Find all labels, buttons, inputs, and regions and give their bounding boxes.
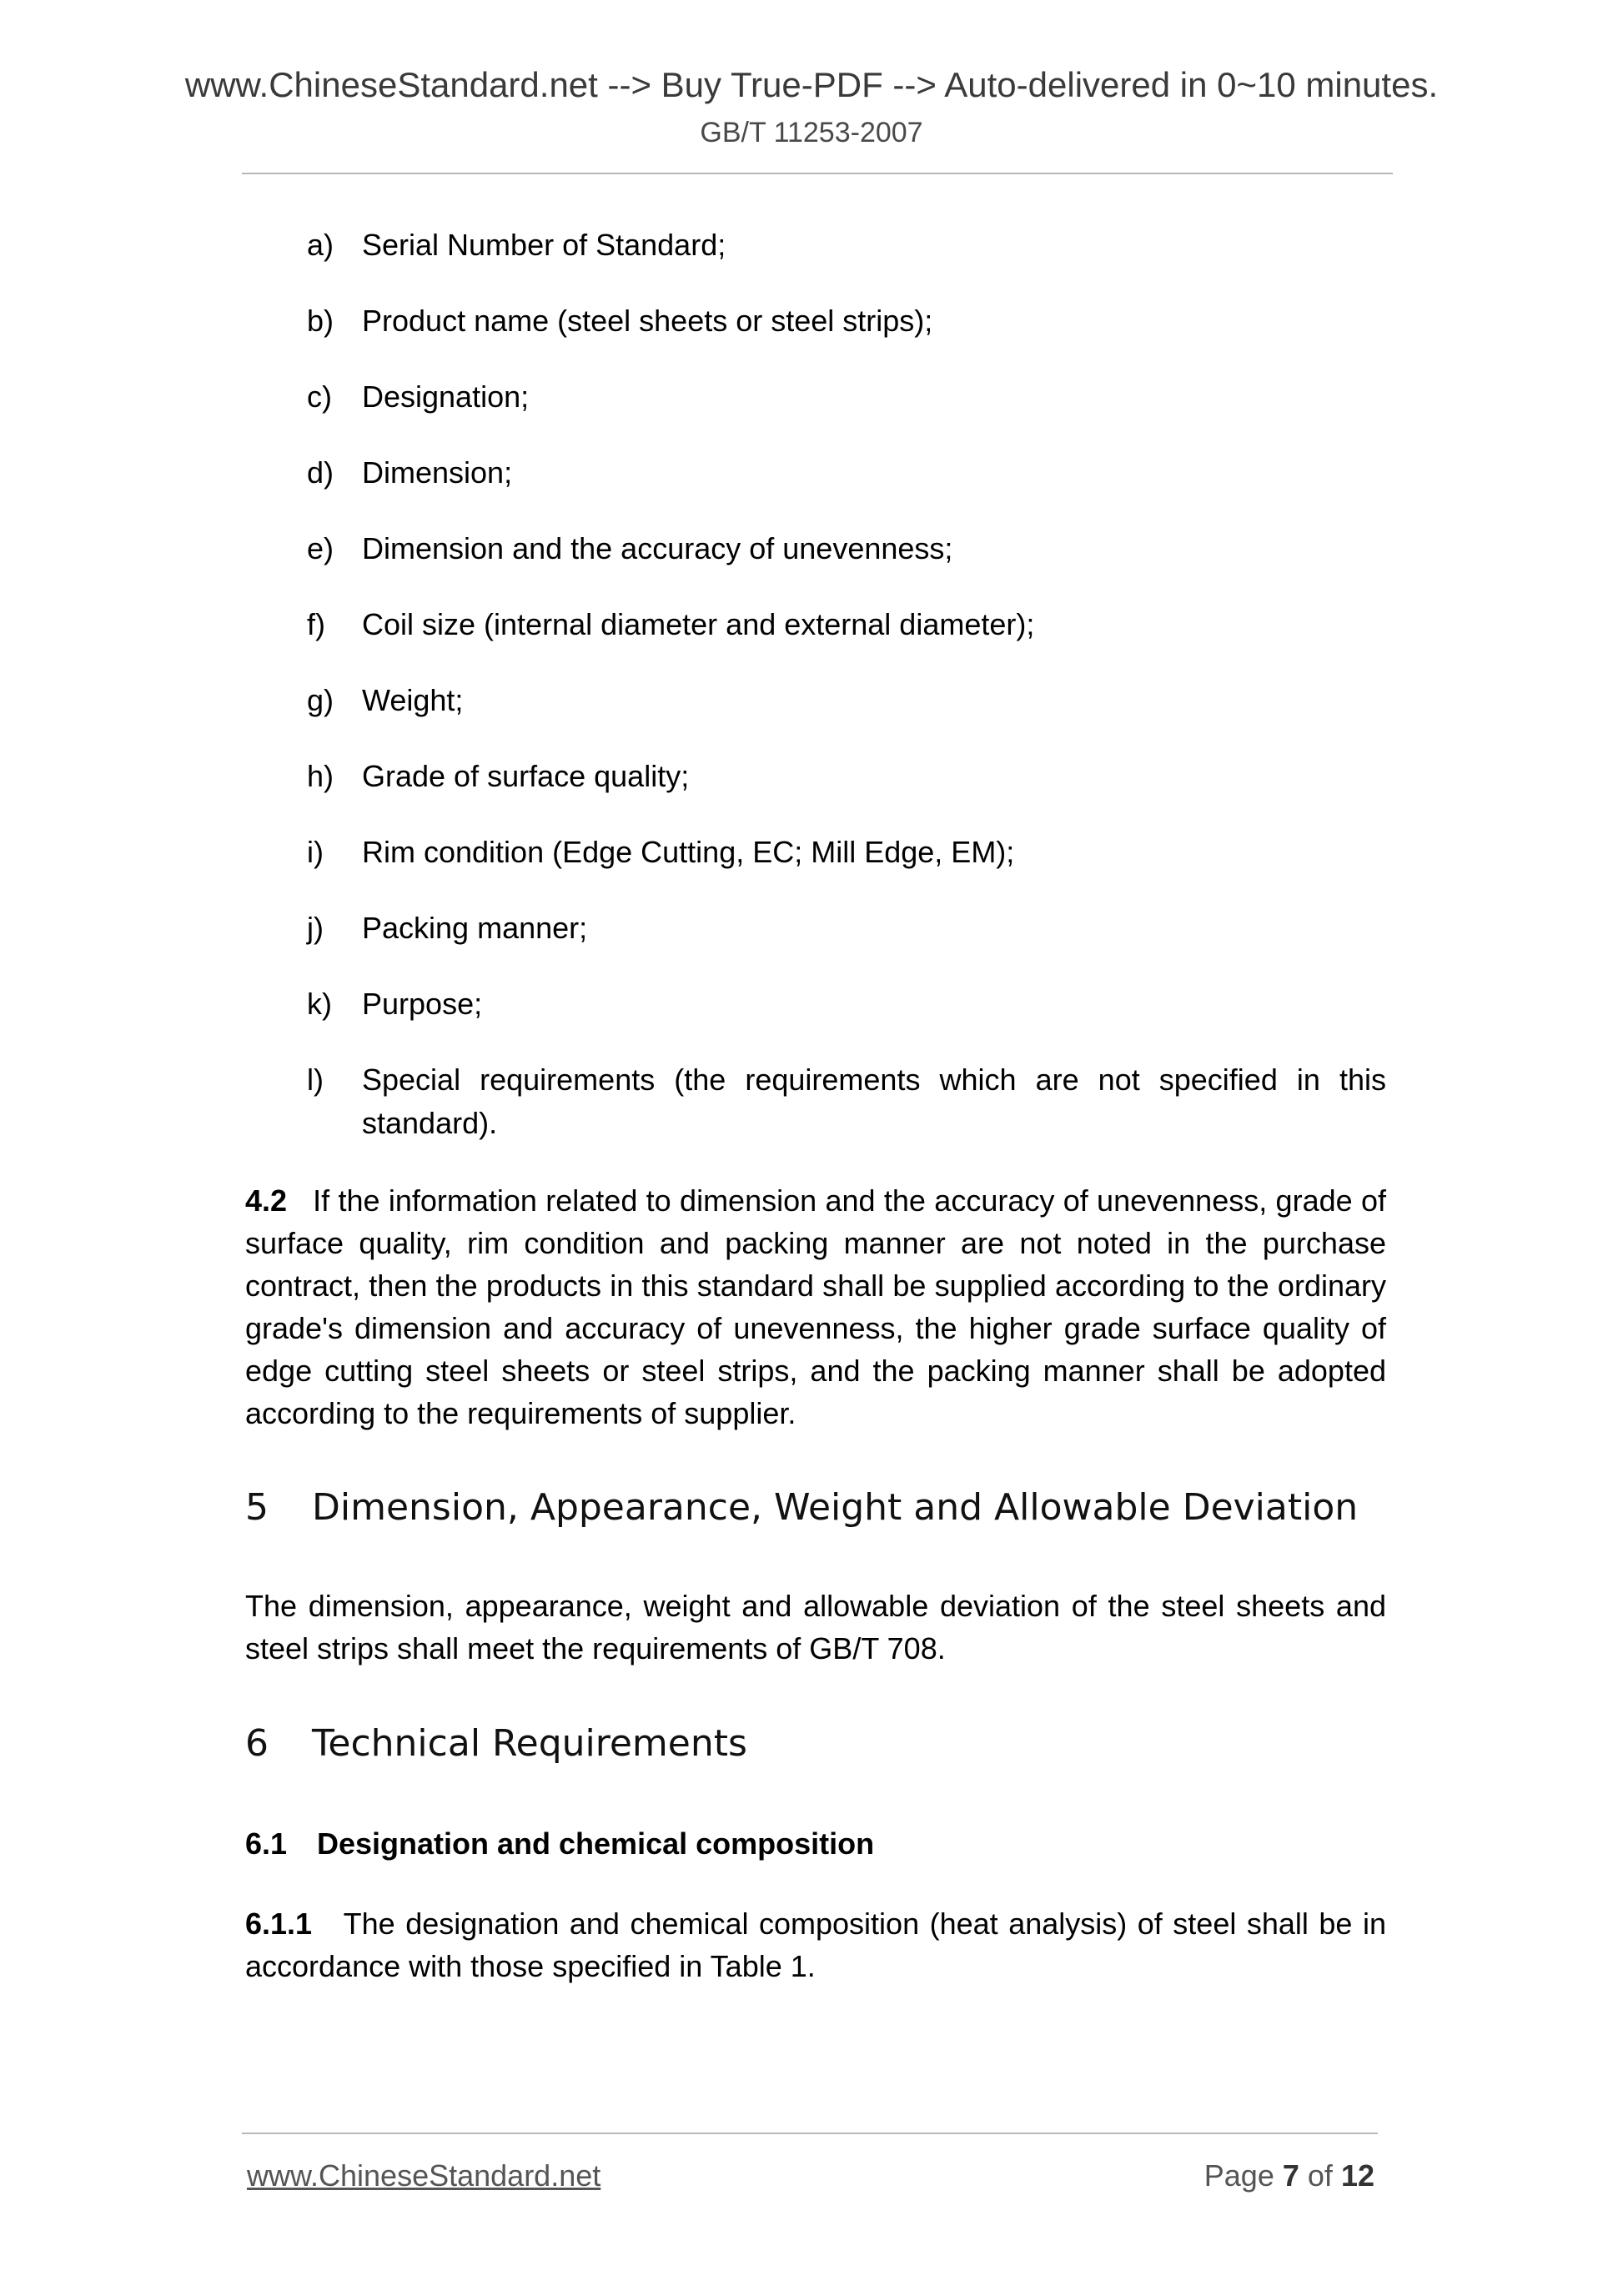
list-marker: j) [307, 911, 324, 945]
clause-4-2 [245, 1179, 1386, 1434]
list-item-text: Dimension; [362, 455, 513, 490]
subsection-number: 6.1 [245, 1826, 288, 1861]
list-marker: e) [307, 531, 334, 565]
list-item-text: Packing manner; [362, 911, 588, 945]
list-marker: f) [307, 607, 325, 641]
page-number [1204, 2158, 1374, 2193]
list-item-text: Dimension and the accuracy of unevenness; [362, 531, 953, 565]
footer-site-link[interactable]: www.ChineseStandard.net [247, 2158, 601, 2193]
footer-divider [242, 2133, 1378, 2134]
list-item-text: Grade of surface quality; [362, 759, 690, 793]
subsection-title: Designation and chemical composition [317, 1826, 875, 1861]
clause-6-1-1 [245, 1902, 1386, 1987]
clause-number: 6.1.1 [245, 1907, 313, 1941]
section-title: Dimension, Appearance, Weight and Allowable Deviation [312, 1486, 1359, 1529]
list-marker: l) [307, 1063, 324, 1097]
list-marker: a) [307, 228, 334, 262]
page-of: of [1307, 2158, 1333, 2193]
section-number: 6 [245, 1722, 269, 1765]
section-number: 5 [245, 1486, 269, 1529]
list-item-text: Rim condition (Edge Cutting, EC; Mill Edge, EM); [362, 835, 1015, 869]
header-title[interactable]: www.ChineseStandard.net --> Buy True-PDF --> Auto-delivered in 0~10 minutes. [184, 65, 1439, 104]
list-marker: k) [307, 987, 332, 1021]
clause-text: The designation and chemical composition (heat analysis) of steel shall be in accordance with those specified in Table 1. [245, 1907, 1386, 1983]
page-current: 7 [1282, 2158, 1299, 2193]
list-item-text: Special requirements (the requirements which are not specified in this standard). [362, 1063, 1386, 1140]
page-prefix: Page [1203, 2158, 1274, 2193]
list-item-text: Coil size (internal diameter and external diameter); [362, 607, 1035, 641]
page-total: 12 [1340, 2158, 1374, 2193]
clause-text: If the information related to dimension and the accuracy of unevenness, grade of surface quality, rim condition and packing manner are not noted in the purchase contract, then the products in this standard shall be supplied according to the ordinary grade's dimension and accuracy of unevenness, the higher grade surface quality of edge cutting steel sheets or steel strips, and the packing manner shall be adopted according to the requirements of supplier. [245, 1183, 1386, 1430]
list-item-text: Weight; [362, 683, 464, 717]
clause-number: 4.2 [245, 1183, 288, 1218]
list-item-text: Designation; [362, 379, 530, 414]
list-item-text: Product name (steel sheets or steel strips); [362, 304, 933, 338]
list-marker: i) [307, 835, 324, 869]
list-item-text: Purpose; [362, 987, 483, 1021]
header-divider [242, 173, 1393, 174]
list-marker: g) [307, 683, 334, 717]
list-item-text: Serial Number of Standard; [362, 228, 726, 262]
section-5-text: The dimension, appearance, weight and allowable deviation of the steel sheets and steel strips shall meet the requirements of GB/T 708. [245, 1589, 1386, 1665]
standard-code: GB/T 11253-2007 [700, 117, 923, 148]
section-title: Technical Requirements [312, 1722, 747, 1765]
list-marker: h) [307, 759, 334, 793]
list-marker: c) [307, 379, 332, 414]
list-marker: b) [307, 304, 334, 338]
list-marker: d) [307, 455, 334, 490]
